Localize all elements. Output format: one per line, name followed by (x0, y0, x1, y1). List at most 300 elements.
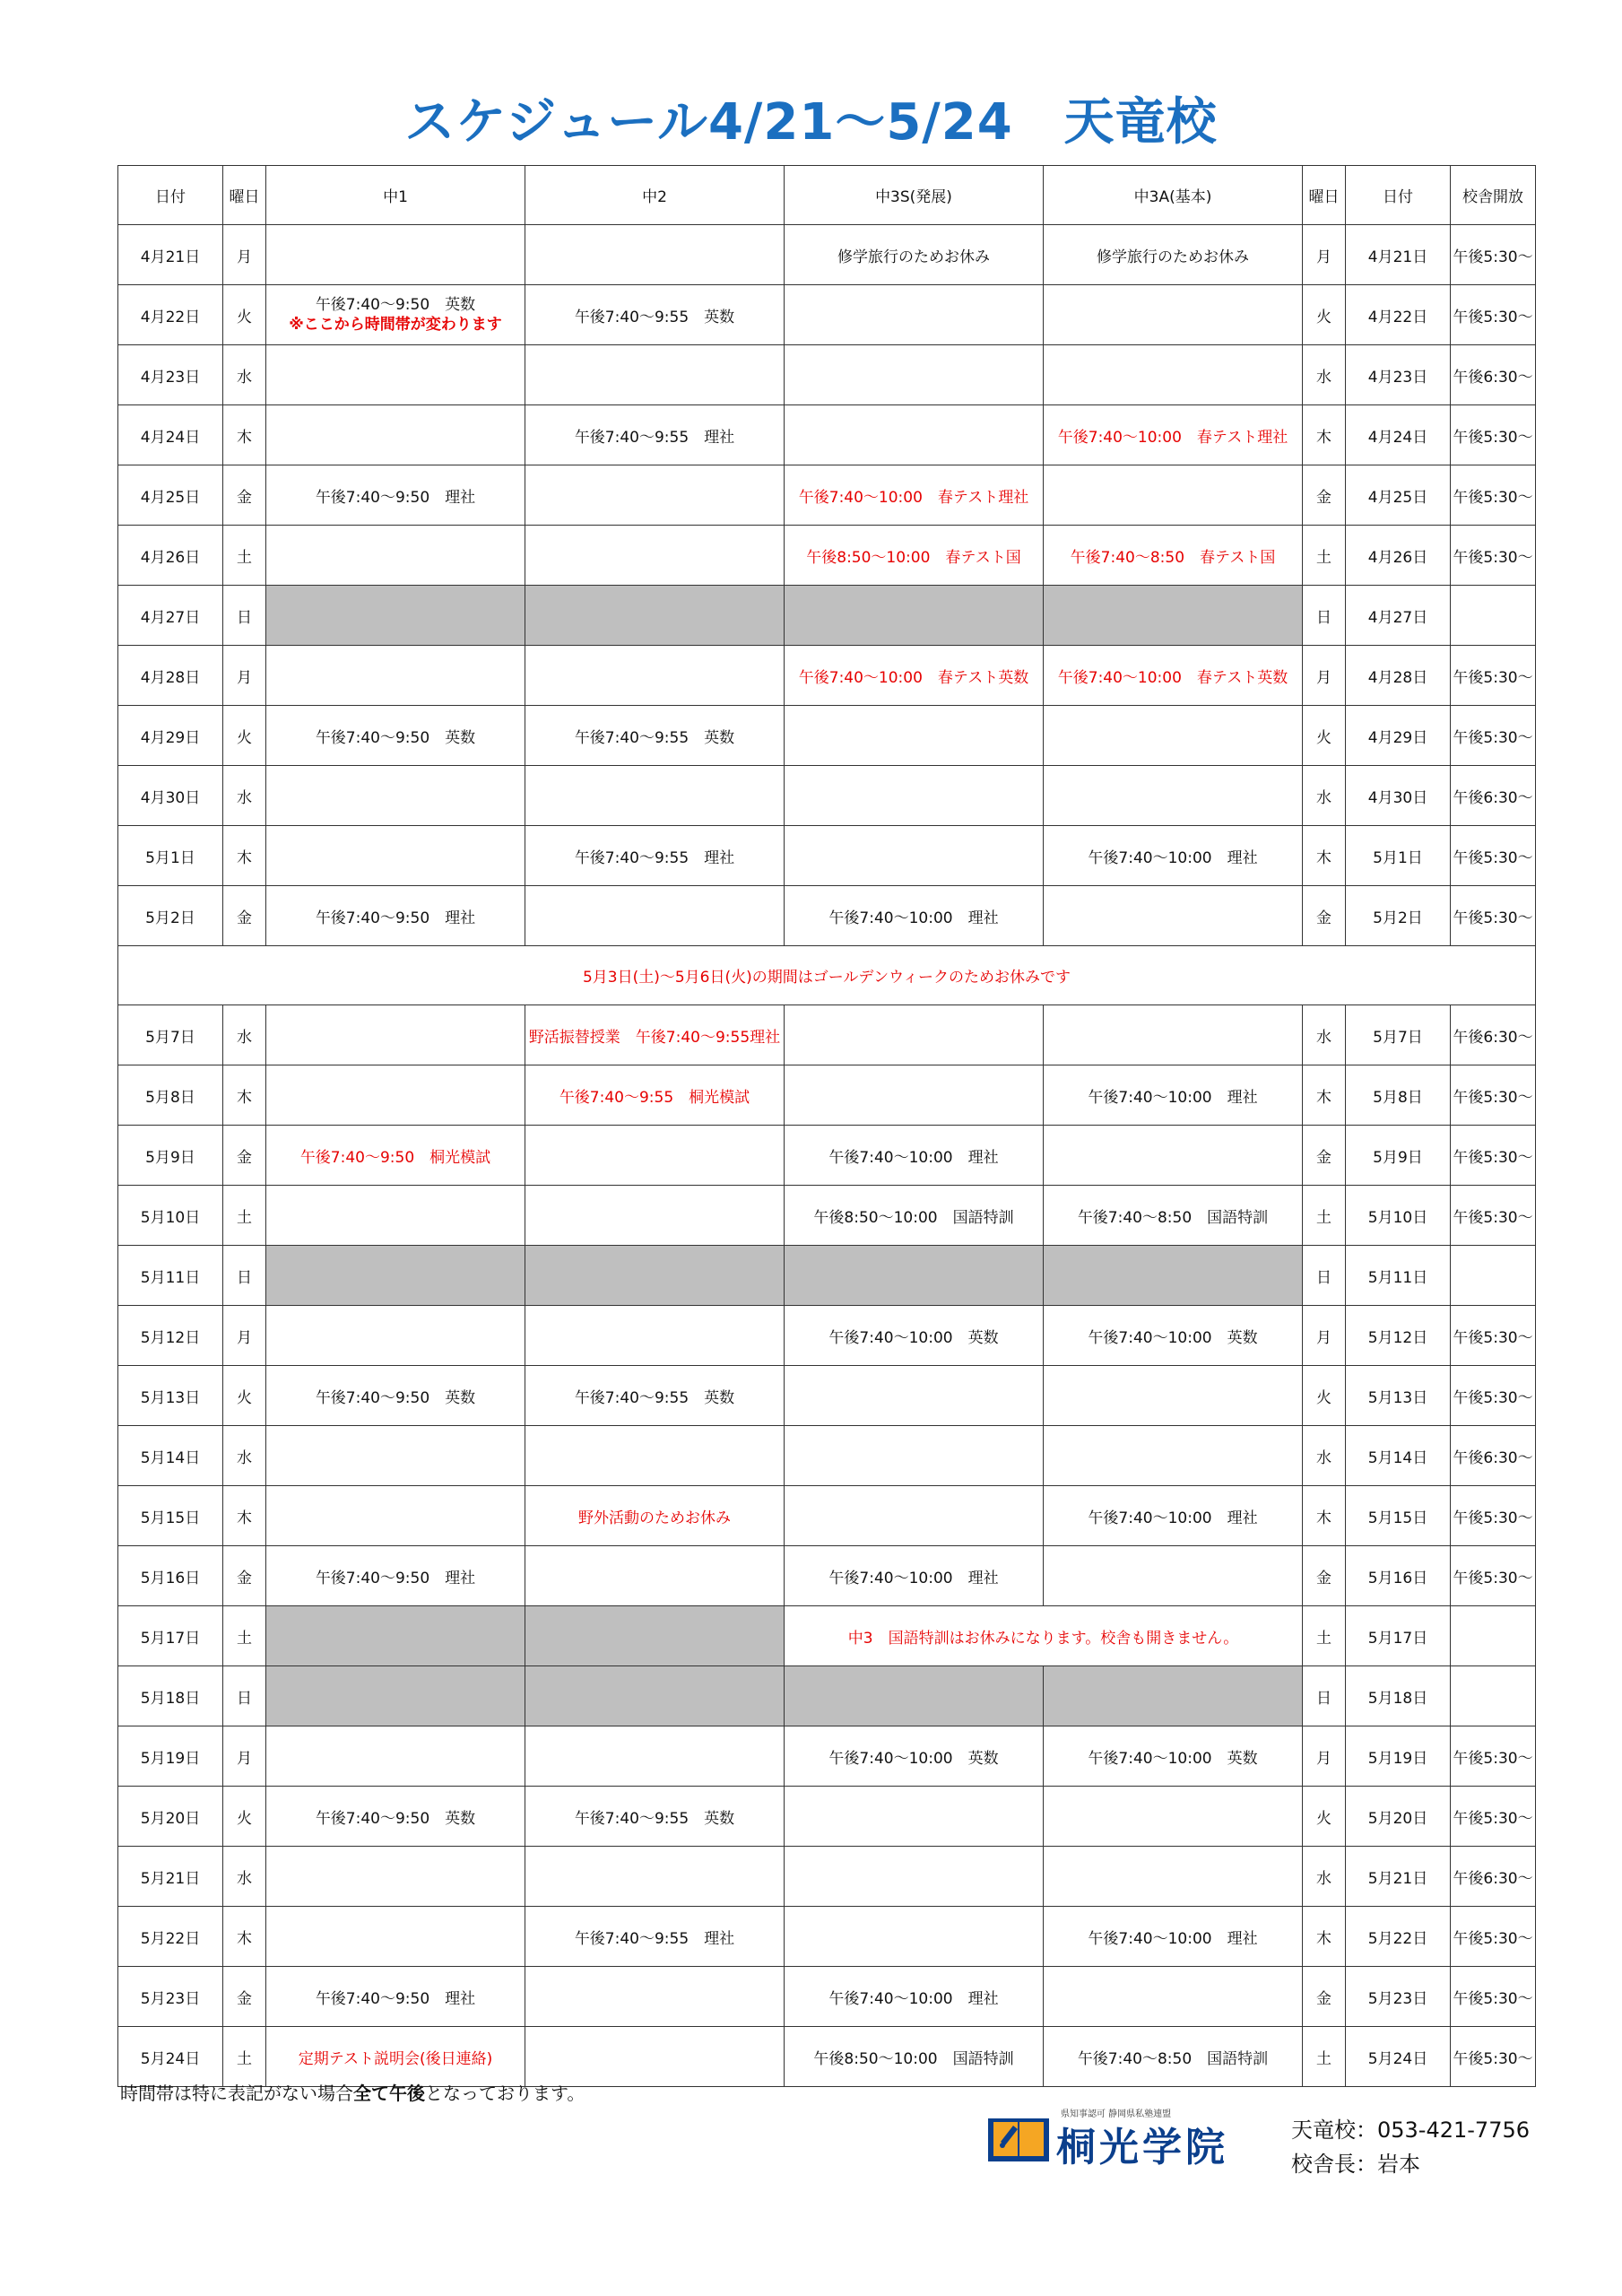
open-cell: 午後5:30～ (1451, 1306, 1536, 1366)
logo-tagline: 県知事認可 静岡県私塾連盟 (1061, 2109, 1172, 2119)
grade2-cell (525, 1847, 785, 1907)
grade3s-cell (785, 1486, 1044, 1546)
grade3a-cell (1044, 1126, 1303, 1186)
grade2-cell (525, 465, 785, 526)
table-row (118, 285, 1536, 345)
grade3s-cell (785, 1246, 1044, 1306)
dow-cell: 水 (223, 766, 266, 826)
table-row (118, 1546, 1536, 1606)
date-cell-right: 4月23日 (1346, 345, 1451, 405)
date-cell: 5月14日 (118, 1426, 223, 1486)
grade3a-cell (1044, 345, 1303, 405)
dow-cell-right: 水 (1303, 766, 1346, 826)
grade1-cell (266, 1246, 525, 1306)
grade1-cell: 午後7:40～9:50 英数 (266, 1366, 525, 1426)
table-row (118, 586, 1536, 646)
grade1-cell: 午後7:40～9:50 英数 (266, 1787, 525, 1847)
open-cell: 午後6:30～ (1451, 1005, 1536, 1065)
date-cell: 4月28日 (118, 646, 223, 706)
grade3s-cell (785, 1907, 1044, 1967)
grade1-note: ※ここから時間帯が変わります (289, 316, 502, 334)
grade1-cell (266, 526, 525, 586)
grade1-cell: 午後7:40～9:50 理社 (266, 1546, 525, 1606)
dow-cell-right: 月 (1303, 646, 1346, 706)
grade3s-cell (785, 826, 1044, 886)
grade2-cell (525, 1726, 785, 1787)
dow-cell: 月 (223, 646, 266, 706)
grade2-cell: 午後7:40～9:55 英数 (525, 706, 785, 766)
contact-info (1291, 2113, 1530, 2181)
grade3s-cell (785, 1847, 1044, 1907)
grade1-cell (266, 1005, 525, 1065)
dow-cell-right: 木 (1303, 1907, 1346, 1967)
dow-cell: 月 (223, 225, 266, 285)
date-cell: 5月24日 (118, 2027, 223, 2087)
grade3s-cell (785, 766, 1044, 826)
table-row (118, 1306, 1536, 1366)
grade3s-cell (785, 405, 1044, 465)
grade3s-cell (785, 345, 1044, 405)
table-row (118, 1847, 1536, 1907)
grade2-cell: 午後7:40～9:55 理社 (525, 826, 785, 886)
grade3a-cell: 午後7:40～10:00 春テスト理社 (1044, 405, 1303, 465)
dow-cell: 日 (223, 1246, 266, 1306)
open-cell: 午後5:30～ (1451, 1546, 1536, 1606)
date-cell: 4月23日 (118, 345, 223, 405)
date-cell: 5月13日 (118, 1366, 223, 1426)
dow-cell-right: 水 (1303, 1005, 1346, 1065)
open-cell (1451, 1246, 1536, 1306)
table-row (118, 345, 1536, 405)
dow-cell-right: 水 (1303, 1847, 1346, 1907)
grade2-cell (525, 646, 785, 706)
table-row (118, 225, 1536, 285)
date-cell: 5月21日 (118, 1847, 223, 1907)
date-cell: 5月7日 (118, 1005, 223, 1065)
date-cell-right: 5月14日 (1346, 1426, 1451, 1486)
date-cell: 5月19日 (118, 1726, 223, 1787)
contact-head: 校舎長：岩本 (1291, 2152, 1420, 2177)
header-dow-right: 曜日 (1303, 166, 1346, 225)
dow-cell: 火 (223, 1366, 266, 1426)
grade3s-cell: 午後7:40～10:00 春テスト理社 (785, 465, 1044, 526)
date-cell-right: 5月16日 (1346, 1546, 1451, 1606)
date-cell-right: 4月21日 (1346, 225, 1451, 285)
grade2-cell (525, 1666, 785, 1726)
date-cell-right: 4月22日 (1346, 285, 1451, 345)
open-cell: 午後5:30～ (1451, 826, 1536, 886)
date-cell: 5月2日 (118, 886, 223, 946)
open-cell: 午後5:30～ (1451, 2027, 1536, 2087)
footnote-bold: 全て午後 (353, 2083, 425, 2104)
grade3s-cell: 午後7:40～10:00 春テスト英数 (785, 646, 1044, 706)
footnote (120, 2079, 585, 2105)
dow-cell-right: 木 (1303, 1065, 1346, 1126)
logo-name: 桐光学院 (1056, 2125, 1228, 2170)
table-row (118, 1366, 1536, 1426)
table-row (118, 1907, 1536, 1967)
table-row (118, 1246, 1536, 1306)
date-cell: 4月29日 (118, 706, 223, 766)
grade3s-cell: 午後7:40～10:00 理社 (785, 1546, 1044, 1606)
table-row (118, 826, 1536, 886)
date-cell-right: 5月20日 (1346, 1787, 1451, 1847)
dow-cell-right: 金 (1303, 1126, 1346, 1186)
date-cell-right: 4月29日 (1346, 706, 1451, 766)
header-grade3a: 中3A(基本) (1044, 166, 1303, 225)
date-cell-right: 5月12日 (1346, 1306, 1451, 1366)
table-row (118, 2027, 1536, 2087)
grade3a-cell (1044, 1666, 1303, 1726)
open-cell: 午後5:30～ (1451, 646, 1536, 706)
grade3a-cell (1044, 1366, 1303, 1426)
dow-cell-right: 日 (1303, 586, 1346, 646)
grade1-cell (266, 1726, 525, 1787)
dow-cell-right: 月 (1303, 1306, 1346, 1366)
grade1-cell (266, 1847, 525, 1907)
grade2-cell (525, 586, 785, 646)
dow-cell-right: 木 (1303, 1486, 1346, 1546)
header-grade2: 中2 (525, 166, 785, 225)
grade2-cell (525, 2027, 785, 2087)
grade1-cell: 午後7:40～9:50 理社 (266, 886, 525, 946)
open-cell (1451, 1606, 1536, 1666)
dow-cell: 土 (223, 2027, 266, 2087)
grade3a-cell: 午後7:40～8:50 春テスト国 (1044, 526, 1303, 586)
open-cell: 午後6:30～ (1451, 1847, 1536, 1907)
holiday-notice: 5月3日(土)～5月6日(火)の期間はゴールデンウィークのためお休みです (118, 946, 1536, 1005)
open-cell (1451, 1666, 1536, 1726)
header-date: 日付 (118, 166, 223, 225)
grade3a-cell: 修学旅行のためお休み (1044, 225, 1303, 285)
grade1-cell (266, 405, 525, 465)
open-cell: 午後5:30～ (1451, 1967, 1536, 2027)
grade1-cell (266, 1426, 525, 1486)
grade3a-cell (1044, 886, 1303, 946)
grade3s-cell: 午後7:40～10:00 英数 (785, 1306, 1044, 1366)
grade3a-cell (1044, 285, 1303, 345)
date-cell-right: 4月26日 (1346, 526, 1451, 586)
date-cell-right: 5月8日 (1346, 1065, 1451, 1126)
date-cell-right: 5月23日 (1346, 1967, 1451, 2027)
grade3a-cell (1044, 706, 1303, 766)
dow-cell: 金 (223, 1126, 266, 1186)
dow-cell-right: 金 (1303, 886, 1346, 946)
grade2-cell (525, 1246, 785, 1306)
open-cell: 午後5:30～ (1451, 1726, 1536, 1787)
grade3a-cell (1044, 1246, 1303, 1306)
grade3s-cell (785, 1366, 1044, 1426)
open-cell: 午後5:30～ (1451, 225, 1536, 285)
grade2-cell: 野外活動のためお休み (525, 1486, 785, 1546)
table-row (118, 1065, 1536, 1126)
date-cell: 5月12日 (118, 1306, 223, 1366)
grade3a-cell (1044, 1787, 1303, 1847)
header-dow: 曜日 (223, 166, 266, 225)
open-cell: 午後5:30～ (1451, 1787, 1536, 1847)
table-row (118, 405, 1536, 465)
open-cell: 午後5:30～ (1451, 1907, 1536, 1967)
grade1-cell (266, 345, 525, 405)
grade1-cell: 午後7:40～9:50 理社 (266, 1967, 525, 2027)
dow-cell-right: 木 (1303, 405, 1346, 465)
grade3a-cell (1044, 1847, 1303, 1907)
notice-row (118, 946, 1536, 1005)
date-cell: 4月21日 (118, 225, 223, 285)
dow-cell: 土 (223, 1606, 266, 1666)
grade3a-cell (1044, 586, 1303, 646)
date-cell: 4月26日 (118, 526, 223, 586)
dow-cell-right: 土 (1303, 2027, 1346, 2087)
grade1-cell (266, 1907, 525, 1967)
footnote-post: となっております。 (425, 2083, 585, 2104)
dow-cell: 火 (223, 1787, 266, 1847)
grade1-cell (266, 586, 525, 646)
dow-cell-right: 月 (1303, 1726, 1346, 1787)
date-cell-right: 4月30日 (1346, 766, 1451, 826)
grade2-cell (525, 1306, 785, 1366)
date-cell-right: 5月9日 (1346, 1126, 1451, 1186)
table-row (118, 706, 1536, 766)
grade2-cell (525, 1606, 785, 1666)
date-cell-right: 5月22日 (1346, 1907, 1451, 1967)
grade1-cell (266, 225, 525, 285)
date-cell-right: 5月24日 (1346, 2027, 1451, 2087)
date-cell: 4月24日 (118, 405, 223, 465)
grade3s-cell (785, 1005, 1044, 1065)
grade1-cell (266, 1666, 525, 1726)
dow-cell: 土 (223, 1186, 266, 1246)
grade1-cell (266, 826, 525, 886)
grade1-cell (266, 766, 525, 826)
dow-cell: 月 (223, 1306, 266, 1366)
dow-cell-right: 日 (1303, 1666, 1346, 1726)
table-row (118, 1005, 1536, 1065)
date-cell-right: 5月10日 (1346, 1186, 1451, 1246)
grade2-cell (525, 526, 785, 586)
date-cell-right: 4月24日 (1346, 405, 1451, 465)
grade3s-cell (785, 1787, 1044, 1847)
table-row (118, 1787, 1536, 1847)
grade2-cell: 午後7:40～9:55 英数 (525, 1366, 785, 1426)
dow-cell-right: 火 (1303, 1366, 1346, 1426)
date-cell: 4月30日 (118, 766, 223, 826)
grade3a-cell: 午後7:40～10:00 英数 (1044, 1306, 1303, 1366)
open-cell: 午後5:30～ (1451, 526, 1536, 586)
date-cell-right: 5月13日 (1346, 1366, 1451, 1426)
dow-cell-right: 月 (1303, 225, 1346, 285)
schedule-table (117, 165, 1536, 2087)
grade2-cell: 午後7:40～9:55 理社 (525, 405, 785, 465)
grade1-text: 午後7:40～9:50 英数 (315, 296, 476, 314)
date-cell-right: 4月28日 (1346, 646, 1451, 706)
dow-cell: 木 (223, 826, 266, 886)
date-cell: 4月25日 (118, 465, 223, 526)
dow-cell-right: 火 (1303, 285, 1346, 345)
table-row (118, 646, 1536, 706)
grade3-merged-cell: 中3 国語特訓はお休みになります。校舎も開きません。 (785, 1606, 1303, 1666)
grade2-cell (525, 225, 785, 285)
header-date-right: 日付 (1346, 166, 1451, 225)
date-cell: 5月10日 (118, 1186, 223, 1246)
dow-cell-right: 金 (1303, 1546, 1346, 1606)
date-cell: 5月22日 (118, 1907, 223, 1967)
table-row (118, 1186, 1536, 1246)
grade3s-cell: 午後7:40～10:00 理社 (785, 1967, 1044, 2027)
date-cell-right: 5月21日 (1346, 1847, 1451, 1907)
grade2-cell: 午後7:40～9:55 英数 (525, 285, 785, 345)
date-cell: 5月15日 (118, 1486, 223, 1546)
date-cell-right: 5月1日 (1346, 826, 1451, 886)
grade3a-cell: 午後7:40～10:00 理社 (1044, 1486, 1303, 1546)
open-cell: 午後5:30～ (1451, 1186, 1536, 1246)
dow-cell-right: 木 (1303, 826, 1346, 886)
table-row (118, 1126, 1536, 1186)
open-cell: 午後5:30～ (1451, 405, 1536, 465)
grade1-cell (266, 1306, 525, 1366)
grade2-cell (525, 766, 785, 826)
open-cell: 午後5:30～ (1451, 1366, 1536, 1426)
grade2-cell (525, 1426, 785, 1486)
table-row (118, 1726, 1536, 1787)
open-cell: 午後5:30～ (1451, 1065, 1536, 1126)
table-row (118, 526, 1536, 586)
dow-cell: 火 (223, 706, 266, 766)
date-cell: 5月18日 (118, 1666, 223, 1726)
open-cell: 午後5:30～ (1451, 1126, 1536, 1186)
grade3a-cell: 午後7:40～10:00 理社 (1044, 1907, 1303, 1967)
table-row (118, 766, 1536, 826)
dow-cell-right: 水 (1303, 345, 1346, 405)
contact-phone: 天竜校：053-421-7756 (1291, 2118, 1531, 2143)
date-cell: 5月11日 (118, 1246, 223, 1306)
date-cell-right: 5月19日 (1346, 1726, 1451, 1787)
table-row (118, 1606, 1536, 1666)
grade3s-cell: 午後7:40～10:00 理社 (785, 1126, 1044, 1186)
grade3a-cell: 午後7:40～10:00 英数 (1044, 1726, 1303, 1787)
grade1-cell: 午後7:40～9:50 桐光模試 (266, 1126, 525, 1186)
grade3s-cell: 午後8:50～10:00 春テスト国 (785, 526, 1044, 586)
grade3a-cell (1044, 1005, 1303, 1065)
dow-cell-right: 土 (1303, 1606, 1346, 1666)
date-cell: 4月27日 (118, 586, 223, 646)
grade1-cell (266, 1065, 525, 1126)
table-row (118, 465, 1536, 526)
grade2-cell: 午後7:40～9:55 理社 (525, 1907, 785, 1967)
grade1-cell: 午後7:40～9:50 理社 (266, 465, 525, 526)
date-cell: 5月16日 (118, 1546, 223, 1606)
dow-cell-right: 金 (1303, 465, 1346, 526)
dow-cell: 水 (223, 1847, 266, 1907)
header-row (118, 166, 1536, 225)
date-cell: 5月17日 (118, 1606, 223, 1666)
date-cell-right: 5月17日 (1346, 1606, 1451, 1666)
grade3s-cell: 修学旅行のためお休み (785, 225, 1044, 285)
grade3a-cell: 午後7:40～10:00 理社 (1044, 826, 1303, 886)
dow-cell: 火 (223, 285, 266, 345)
dow-cell-right: 水 (1303, 1426, 1346, 1486)
grade3a-cell (1044, 1967, 1303, 2027)
grade3a-cell (1044, 1426, 1303, 1486)
dow-cell: 日 (223, 1666, 266, 1726)
grade3s-cell (785, 586, 1044, 646)
date-cell-right: 5月2日 (1346, 886, 1451, 946)
grade3a-cell: 午後7:40～8:50 国語特訓 (1044, 2027, 1303, 2087)
grade3a-cell: 午後7:40～10:00 理社 (1044, 1065, 1303, 1126)
dow-cell: 水 (223, 1005, 266, 1065)
page-title: スケジュール4/21～5/24 天竜校 (404, 93, 1218, 152)
dow-cell-right: 金 (1303, 1967, 1346, 2027)
table-row (118, 1967, 1536, 2027)
open-cell: 午後5:30～ (1451, 706, 1536, 766)
grade3s-cell (785, 1065, 1044, 1126)
grade3s-cell (785, 1426, 1044, 1486)
grade3s-cell (785, 706, 1044, 766)
dow-cell: 金 (223, 1546, 266, 1606)
dow-cell: 日 (223, 586, 266, 646)
table-row (118, 1666, 1536, 1726)
open-cell: 午後5:30～ (1451, 285, 1536, 345)
header-open: 校舎開放 (1451, 166, 1536, 225)
grade3a-cell: 午後7:40～8:50 国語特訓 (1044, 1186, 1303, 1246)
grade3s-cell: 午後8:50～10:00 国語特訓 (785, 2027, 1044, 2087)
grade3a-cell (1044, 1546, 1303, 1606)
grade1-cell: 定期テスト説明会(後日連絡) (266, 2027, 525, 2087)
table-row (118, 886, 1536, 946)
grade3s-cell (785, 1666, 1044, 1726)
dow-cell-right: 土 (1303, 526, 1346, 586)
grade2-cell (525, 1186, 785, 1246)
open-cell: 午後5:30～ (1451, 1486, 1536, 1546)
dow-cell-right: 土 (1303, 1186, 1346, 1246)
grade3a-cell: 午後7:40～10:00 春テスト英数 (1044, 646, 1303, 706)
grade2-cell (525, 1967, 785, 2027)
grade1-cell (266, 646, 525, 706)
dow-cell: 木 (223, 1065, 266, 1126)
dow-cell: 金 (223, 1967, 266, 2027)
grade1-cell (266, 285, 525, 345)
grade2-cell: 午後7:40～9:55 桐光模試 (525, 1065, 785, 1126)
grade2-cell (525, 1126, 785, 1186)
date-cell: 5月23日 (118, 1967, 223, 2027)
date-cell-right: 5月18日 (1346, 1666, 1451, 1726)
grade3s-cell: 午後7:40～10:00 英数 (785, 1726, 1044, 1787)
footnote-pre: 時間帯は特に表記がない場合 (120, 2083, 353, 2104)
grade1-cell (266, 1186, 525, 1246)
open-cell: 午後5:30～ (1451, 465, 1536, 526)
dow-cell: 木 (223, 1486, 266, 1546)
date-cell-right: 5月7日 (1346, 1005, 1451, 1065)
date-cell-right: 5月11日 (1346, 1246, 1451, 1306)
grade2-cell (525, 886, 785, 946)
grade1-cell (266, 1486, 525, 1546)
dow-cell: 月 (223, 1726, 266, 1787)
dow-cell-right: 火 (1303, 706, 1346, 766)
open-cell: 午後6:30～ (1451, 766, 1536, 826)
open-cell: 午後6:30～ (1451, 1426, 1536, 1486)
dow-cell: 水 (223, 1426, 266, 1486)
date-cell: 5月1日 (118, 826, 223, 886)
grade3s-cell (785, 285, 1044, 345)
grade3a-cell (1044, 766, 1303, 826)
open-cell: 午後5:30～ (1451, 886, 1536, 946)
table-row (118, 1486, 1536, 1546)
grade2-cell (525, 1546, 785, 1606)
open-cell: 午後6:30～ (1451, 345, 1536, 405)
open-cell (1451, 586, 1536, 646)
table-row (118, 1426, 1536, 1486)
grade2-cell (525, 345, 785, 405)
